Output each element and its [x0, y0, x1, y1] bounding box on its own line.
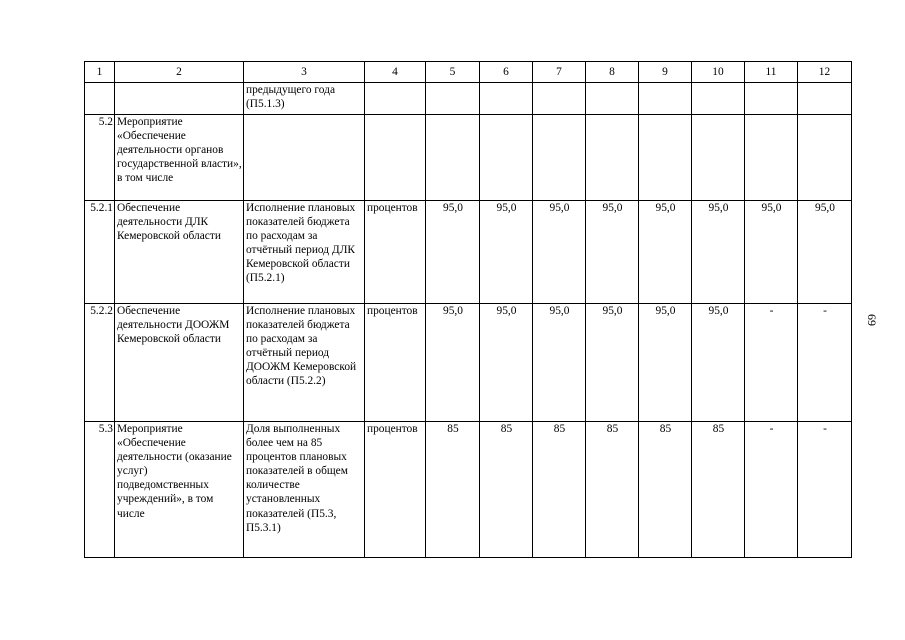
column-number-header: 10 — [692, 62, 745, 83]
row-value: 95,0 — [639, 201, 692, 304]
row-code: 5.2.1 — [85, 201, 115, 304]
table-row — [85, 422, 852, 558]
row-code — [85, 83, 115, 115]
row-indicator: Доля выполненных более чем на 85 процентов плановых показателей в общем количестве установленных показателей (П5.3, П5.3.1) — [244, 422, 365, 558]
row-code: 5.2.2 — [85, 304, 115, 422]
row-value: 95,0 — [426, 304, 480, 422]
row-indicator: Исполнение плановых показателей бюджета по расходам за отчётный период ДООЖМ Кемеровской области (П5.2.2) — [244, 304, 365, 422]
column-number-header: 4 — [365, 62, 426, 83]
table-row — [85, 115, 852, 201]
column-number-header: 3 — [244, 62, 365, 83]
row-indicator — [244, 115, 365, 201]
row-code: 5.3 — [85, 422, 115, 558]
row-value — [692, 115, 745, 201]
row-unit: процентов — [365, 304, 426, 422]
row-value: 85 — [426, 422, 480, 558]
row-value — [798, 115, 852, 201]
table-row — [85, 304, 852, 422]
table-row — [85, 83, 852, 115]
row-value: - — [745, 304, 798, 422]
column-number-header: 8 — [586, 62, 639, 83]
row-name: Мероприятие «Обеспечение деятельности органов государственной власти», в том числе — [115, 115, 244, 201]
row-value: 85 — [692, 422, 745, 558]
row-value — [692, 83, 745, 115]
row-value — [533, 115, 586, 201]
row-value — [798, 83, 852, 115]
row-value: 95,0 — [692, 201, 745, 304]
row-unit — [365, 83, 426, 115]
row-value: 85 — [480, 422, 533, 558]
row-value: 95,0 — [480, 304, 533, 422]
page-number: 69 — [865, 314, 879, 326]
column-number-header: 5 — [426, 62, 480, 83]
column-number-header: 6 — [480, 62, 533, 83]
row-code: 5.2 — [85, 115, 115, 201]
column-number-header: 11 — [745, 62, 798, 83]
row-value: 95,0 — [586, 201, 639, 304]
row-indicator: предыдущего года (П5.1.3) — [244, 83, 365, 115]
row-name: Мероприятие «Обеспечение деятельности (оказание услуг) подведомственных учреждений», в том числе — [115, 422, 244, 558]
row-value — [586, 83, 639, 115]
column-number-header: 7 — [533, 62, 586, 83]
row-value — [639, 115, 692, 201]
row-value: 95,0 — [798, 201, 852, 304]
row-value — [533, 83, 586, 115]
table-header-row — [85, 62, 852, 83]
row-value: 95,0 — [533, 304, 586, 422]
row-value — [426, 83, 480, 115]
row-name: Обеспечение деятельности ДЛК Кемеровской области — [115, 201, 244, 304]
row-value — [586, 115, 639, 201]
row-value: 95,0 — [692, 304, 745, 422]
row-value — [639, 83, 692, 115]
row-value: 95,0 — [426, 201, 480, 304]
row-value: 85 — [586, 422, 639, 558]
row-value — [745, 115, 798, 201]
row-value: 95,0 — [533, 201, 586, 304]
row-value — [480, 83, 533, 115]
row-name: Обеспечение деятельности ДООЖМ Кемеровской области — [115, 304, 244, 422]
row-value: 85 — [639, 422, 692, 558]
row-value — [426, 115, 480, 201]
row-value: - — [745, 422, 798, 558]
row-value: 85 — [533, 422, 586, 558]
row-value: - — [798, 304, 852, 422]
row-value: 95,0 — [480, 201, 533, 304]
row-value: 95,0 — [639, 304, 692, 422]
row-value: - — [798, 422, 852, 558]
column-number-header: 2 — [115, 62, 244, 83]
table-row — [85, 201, 852, 304]
row-unit: процентов — [365, 422, 426, 558]
row-value — [745, 83, 798, 115]
row-indicator: Исполнение плановых показателей бюджета по расходам за отчётный период ДЛК Кемеровской области (П5.2.1) — [244, 201, 365, 304]
row-value — [480, 115, 533, 201]
row-unit — [365, 115, 426, 201]
column-number-header: 12 — [798, 62, 852, 83]
column-number-header: 9 — [639, 62, 692, 83]
row-value: 95,0 — [586, 304, 639, 422]
column-number-header: 1 — [85, 62, 115, 83]
indicators-table — [84, 61, 852, 558]
row-value: 95,0 — [745, 201, 798, 304]
row-unit: процентов — [365, 201, 426, 304]
row-name — [115, 83, 244, 115]
